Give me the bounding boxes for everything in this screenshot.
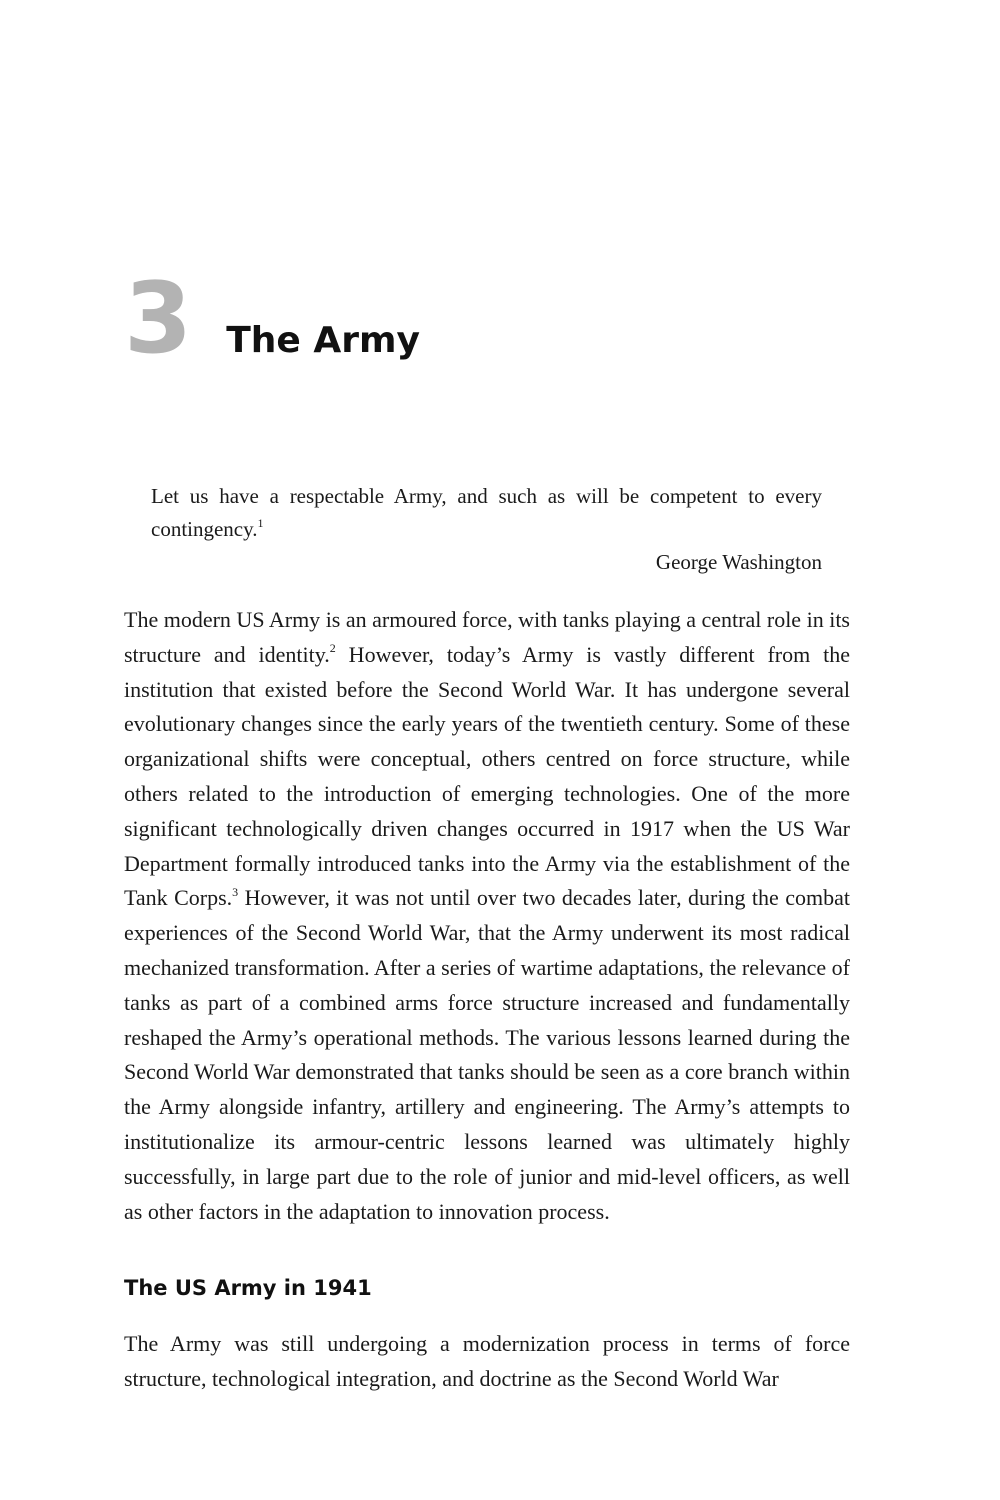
chapter-heading [124,262,420,376]
paragraph-text: The modern US Army is an armoured force, with tanks playing a central role in its structure and identity. [124,607,850,667]
epigraph-attribution: George Washington [655,550,822,574]
paragraph-text: However, today’s Army is vastly different from the institution that existed before the Second World War. It has undergone several evolutionary changes since the early years of the twentieth century. Some of these organizational shifts were conceptual, others centred on force structure, while others related to the introduction of emerging technologies. One of the more significant technologically driven changes occurred in 1917 when the US War Department formally introduced tanks into the Army via the establishment of the Tank Corps. [124,641,850,911]
body-paragraph: The Army was still undergoing a modernization process in terms of force structure, technological integration, and doctrine as the Second World War [124,1331,850,1391]
footnote-marker: 3 [232,885,239,900]
body-paragraph [124,603,850,1229]
paragraph-text: However, it was not until over two decades later, during the combat experiences of the Second World War, that the Army underwent its most radical mechanized transformation. After a series of wartime adaptations, the relevance of tanks as part of a combined arms force structure increased and fundamentally reshaped the Army’s operational methods. The various lessons learned during the Second World War demonstrated that tanks should be seen as a core branch within the Army alongside infantry, artillery and engineering. The Army’s attempts to institutionalize its armour-centric lessons learned was ultimately highly successfully, in large part due to the role of junior and mid-level officers, as well as other factors in the adaptation to innovation process. [124,885,850,1224]
chapter-title: The Army [226,320,420,361]
footnote-marker: 1 [257,516,264,530]
chapter-number: 3 [124,262,193,376]
epigraph [151,480,822,579]
section-heading: The US Army in 1941 [124,1276,372,1300]
epigraph-quote [151,480,822,546]
footnote-marker: 2 [329,641,336,656]
epigraph-quote-text: Let us have a respectable Army, and such as will be competent to every contingency. [151,484,822,541]
